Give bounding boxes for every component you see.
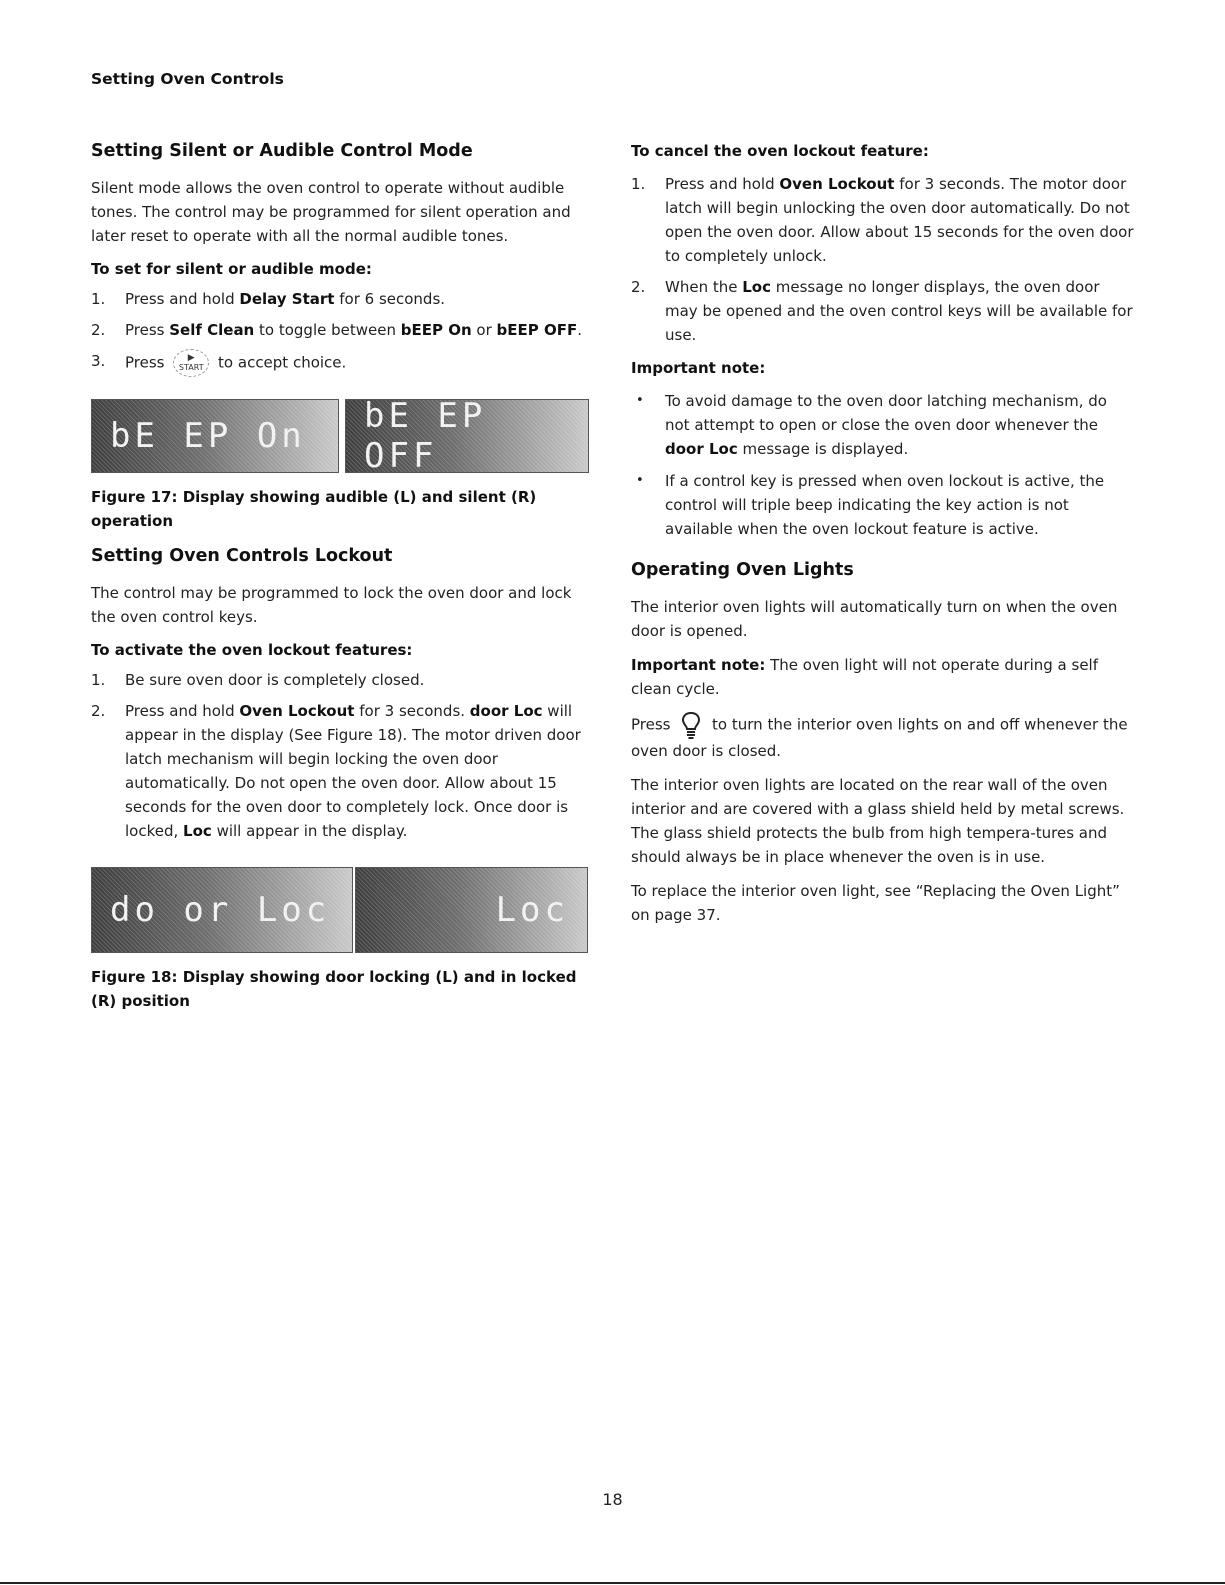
step-number: 1.: [631, 175, 646, 193]
figure-18-caption: Figure 18: Display showing door locking (L) and in locked (R) position: [91, 968, 577, 1010]
step-text: to accept choice.: [218, 353, 347, 372]
cancel-lockout-subhead: To cancel the oven lockout feature:: [631, 142, 929, 160]
list-item: [631, 275, 1136, 347]
step-text: Press and hold: [665, 175, 780, 193]
key-oven-lockout: Oven Lockout: [779, 175, 895, 193]
figure-18: [91, 867, 591, 953]
step-text: for 6 seconds.: [334, 290, 446, 308]
step-number: 3.: [91, 352, 106, 370]
paragraph-text: to turn the interior oven lights on and off whenever the oven door is closed.: [631, 715, 1128, 760]
page-number: 18: [602, 1490, 623, 1509]
oven-lights-p2: [631, 653, 1136, 701]
display-beep-on: bEEP On: [400, 321, 472, 339]
silent-mode-steps: [91, 287, 591, 377]
step-text: will appear in the display (See Figure 18). The motor driven door latch mechanism will begin locking the oven door automatically. Do not open the oven door. Allow about 15 seconds for the oven door to completely lock. Once door is locked,: [125, 702, 581, 840]
list-item: [91, 318, 591, 342]
light-bulb-icon: [681, 711, 701, 739]
running-head: Setting Oven Controls: [91, 70, 284, 88]
step-text: will appear in the display.: [211, 822, 408, 840]
step-text: Press and hold: [125, 290, 240, 308]
step-text: When the: [665, 278, 743, 296]
lcd-display-loc: Loc: [355, 867, 588, 953]
section-title-oven-lights: Operating Oven Lights: [631, 560, 854, 580]
important-note-bullets: [631, 389, 1136, 541]
bullet-text: To avoid damage to the oven door latching mechanism, do not attempt to open or close the oven door whenever the: [665, 392, 1107, 434]
display-loc: Loc: [183, 822, 212, 840]
bullet-icon: •: [636, 473, 644, 488]
silent-mode-intro: Silent mode allows the oven control to operate without audible tones. The control may be programmed for silent operation and later reset to operate with all the normal audible tones.: [91, 179, 571, 245]
left-column: [91, 140, 591, 1025]
lockout-subhead: To activate the oven lockout features:: [91, 641, 413, 659]
step-number: 2.: [631, 278, 646, 296]
oven-lights-p4: The interior oven lights are located on the rear wall of the oven interior and are covered with a glass shield held by metal screws. The glass shield protects the bulb from high tempera-tures and should always be in place whenever the oven is in use.: [631, 776, 1125, 866]
lockout-intro: The control may be programmed to lock the oven door and lock the oven control keys.: [91, 584, 572, 626]
lockout-steps: [91, 668, 591, 843]
figure-17-caption: Figure 17: Display showing audible (L) and silent (R) operation: [91, 488, 537, 530]
display-beep-off: bEEP OFF: [496, 321, 578, 339]
start-key-label: START: [178, 363, 204, 372]
display-door-loc: door Loc: [469, 702, 543, 720]
list-item: [91, 668, 591, 692]
important-note-subhead: Important note:: [631, 359, 766, 377]
lcd-display-door-loc: do or Loc: [91, 867, 353, 953]
list-item: [91, 287, 591, 311]
bullet-icon: •: [636, 393, 644, 408]
oven-lights-p3: [631, 711, 1136, 763]
paragraph-text: Press: [631, 715, 671, 734]
bottom-rule: [0, 1582, 1225, 1584]
right-column: [631, 140, 1136, 937]
step-text: or: [471, 321, 497, 339]
list-item: [631, 469, 1136, 541]
step-text: for 3 seconds. The motor door latch will begin unlocking the oven door automatically. Do not open the oven door. Allow about 15 seconds for the oven door to completely unlock.: [665, 175, 1134, 265]
silent-mode-subhead: To set for silent or audible mode:: [91, 260, 372, 278]
key-oven-lockout: Oven Lockout: [239, 702, 355, 720]
step-number: 2.: [91, 321, 106, 339]
step-number: 2.: [91, 702, 106, 720]
list-item: [631, 389, 1136, 461]
step-text: for 3 seconds.: [354, 702, 470, 720]
step-number: 1.: [91, 671, 106, 689]
step-number: 1.: [91, 290, 106, 308]
key-delay-start: Delay Start: [239, 290, 335, 308]
step-text: Be sure oven door is completely closed.: [125, 671, 425, 689]
key-self-clean: Self Clean: [169, 321, 255, 339]
paragraph-text: The oven light will not operate during a self clean cycle.: [631, 656, 1098, 698]
bullet-text: message is displayed.: [737, 440, 909, 458]
step-text: message no longer displays, the oven door may be opened and the oven control keys will be available for use.: [665, 278, 1133, 344]
display-loc: Loc: [742, 278, 771, 296]
oven-lights-p1: The interior oven lights will automatically turn on when the oven door is opened.: [631, 598, 1118, 640]
oven-lights-p5: To replace the interior oven light, see “Replacing the Oven Light” on page 37.: [631, 882, 1120, 924]
step-text: .: [577, 321, 583, 339]
bullet-text: If a control key is pressed when oven lockout is active, the control will triple beep indicating the key action is not available when the oven lockout feature is active.: [665, 472, 1105, 538]
important-note-label: Important note:: [631, 656, 766, 674]
list-item: [91, 349, 591, 377]
step-text: Press and hold: [125, 702, 240, 720]
section-title-lockout: Setting Oven Controls Lockout: [91, 546, 393, 566]
lcd-display-beep-on: bE EP On: [91, 399, 339, 473]
section-title-silent-mode: Setting Silent or Audible Control Mode: [91, 141, 473, 161]
step-text: Press: [125, 353, 165, 372]
list-item: [631, 172, 1136, 268]
lcd-display-beep-off: bE EP OFF: [345, 399, 589, 473]
display-door-loc: door Loc: [665, 440, 738, 458]
figure-17: [91, 396, 591, 476]
step-text: Press: [125, 321, 170, 339]
start-key-icon: ▶ START: [173, 349, 209, 377]
list-item: [91, 699, 591, 843]
cancel-lockout-steps: [631, 172, 1136, 347]
step-text: to toggle between: [254, 321, 401, 339]
